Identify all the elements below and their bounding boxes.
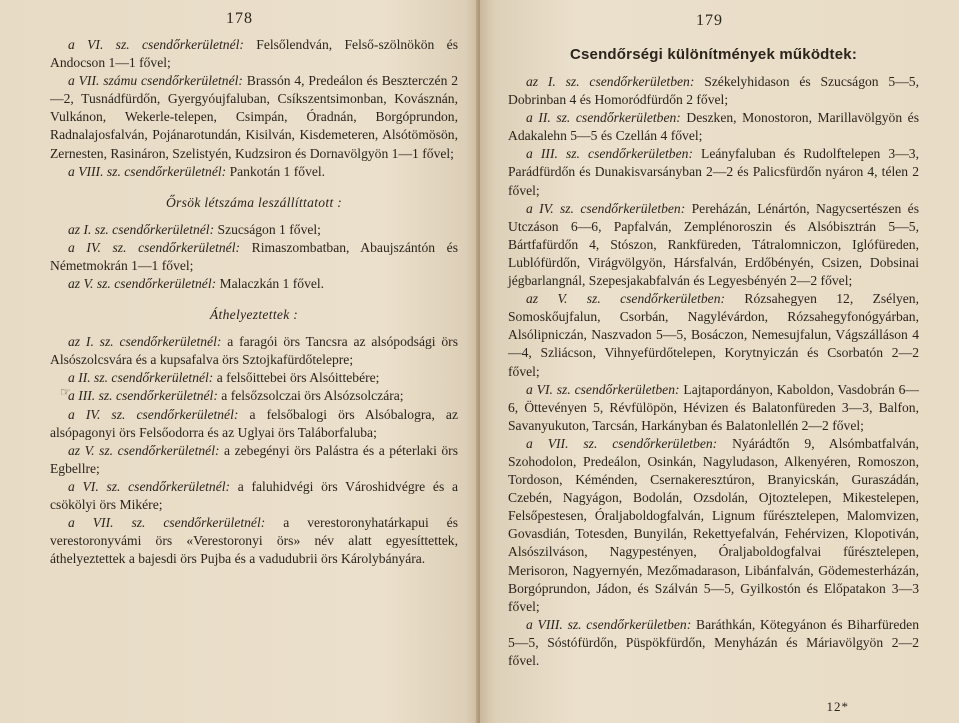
entry-text: Pankotán 1 fővel.	[226, 163, 326, 179]
district-label: az V. sz. csendőrkerületben:	[526, 291, 726, 307]
entry-paragraph	[50, 514, 458, 568]
district-label: a VII. sz. csendőrkerületnél:	[68, 515, 266, 531]
entry-paragraph	[50, 163, 458, 181]
district-label: a VIII. sz. csendőrkerületnél:	[68, 163, 227, 179]
entry-paragraph	[508, 73, 919, 109]
district-label: a VI. sz. csendőrkerületnél:	[68, 478, 231, 494]
district-label: a VII. sz. csendőrkerületben:	[526, 435, 718, 451]
entry-paragraph	[50, 442, 458, 478]
district-label: az I. sz. csendőrkerületnél:	[68, 334, 222, 350]
entry-text: a faragói örs Tancsra az alsópodsági örs Alsószolcsvára és a kupsafalva örs Sztojkafürdőtelepre;	[50, 334, 458, 368]
signature-mark: 12*	[826, 699, 849, 714]
left-block-3	[50, 333, 458, 568]
entry-paragraph	[508, 200, 919, 290]
entry-text: a verestoronyhatárkapui és verestoronyvámi örs «Verestoronyi örs» név alatt egyesíttettek, áthelyeztettek a bajesdi örs Pujba és a vadudubrii örs Károlybányára.	[50, 515, 459, 567]
right-block	[508, 73, 919, 670]
entry-text: Rózsahegyen 12, Zsélyen, Somoskőujfalun, Csorbán, Nagylévárdon, Rózsahegyfonógyárban, Alsólipniczán, Naszvadon 5—5, Bosáczon, Nemesujfalun, Vágszálláson 4—4, Szliácson, Vihnyefürdőtelepen, Korytnyiczán és Csorbatón 2—2 fővel;	[508, 291, 919, 379]
district-label: a IV. sz. csendőrkerületnél:	[68, 406, 239, 422]
entry-text: Székelyhidason és Szucságon 5—5, Dobrinban 4 és Homoródfürdőn 2 fővel;	[508, 74, 919, 108]
entry-paragraph	[508, 381, 919, 435]
entry-paragraph	[508, 435, 919, 616]
entry-text: a felsőittebei örs Alsóittebére;	[213, 370, 380, 386]
entry-paragraph	[50, 72, 458, 162]
entry-paragraph	[50, 406, 458, 442]
entry-text: a faluhidvégi örs Városhidvégre és a csökölyi örs Mikére;	[50, 478, 458, 512]
entry-paragraph	[50, 387, 458, 405]
entry-text: Brassón 4, Predeálon és Beszterczén 2—2, Tusnádfürdőn, Gyergyóujfaluban, Csíkszentsimonban, Kovásznán, Vulkánon, Wekerle-telepen, Csimpán, Óradnán, Borgóprundon, Radnalajosfalván, Pojánarotundán, Kisilván, Kisdemeteren, Alsótömösön, Zernesten, Rasináron, Szelistyén, Kudzsiron és Dornavölgyön 1—1 fővel;	[50, 73, 459, 161]
entry-paragraph	[508, 145, 919, 199]
district-label: az V. sz. csendőrkerületnél:	[68, 276, 217, 292]
entry-paragraph	[50, 333, 458, 369]
district-label: az I. sz. csendőrkerületben:	[526, 74, 695, 89]
entry-text: Deszken, Monostoron, Marillavölgyön és Adakalehn 5—5 és Czellán 4 fővel;	[508, 110, 919, 144]
entry-paragraph	[50, 221, 458, 239]
entry-text: Leányfaluban és Rudolftelepen 3—3, Parádfürdőn és Dunakisvarsányban 2—2 és Palicsfürdőn nyáron 4, télen 2 fővel;	[508, 146, 919, 198]
entry-paragraph	[50, 478, 458, 514]
entry-text: Nyárádtőn 9, Alsómbatfalván, Szohodolon, Predeálon, Osinkán, Nagyludason, Alkenyéren, Romoszon, Tordoson, Kéménden, Csernakeresztúron, Branyicskán, Guraszádán, Czebén, Nagyágon, Bodolán, Ozsdolán, Ojtoztelepen, Mikestelepen, Felsőpestesen, Óraljaboldogfalván, Lignum fűrésztelepen, Malomvizen, Govasdián, Totesden, Bunyilán, Rekettyefalván, Fehérvizen, Klopotiván, Alsószilváson, Nagypestényen, Óraljaboldogfalvai fűrésztelepen, Merisoron, Nagyernyén, Mezőmadarason, Libánfalván, Gödemesterházán, Borgóprundon, Jádon, és Szálván 5—5, Gyilkostón és Előpatakon 3—3 fővel;	[508, 435, 919, 614]
district-label: a VI. sz. csendőrkerületben:	[526, 381, 680, 397]
left-block-1	[50, 36, 458, 181]
right-page	[480, 0, 959, 723]
section-heading: Csendőrségi különítmények működtek:	[569, 46, 858, 63]
entry-paragraph	[508, 290, 919, 380]
entry-text: Rimaszombatban, Abaujszántón és Németmokrán 1—1 fővel;	[50, 239, 458, 273]
district-label: az V. sz. csendőrkerületnél:	[68, 442, 220, 458]
district-label: a III. sz. csendőrkerületben:	[526, 146, 693, 162]
district-label: a III. sz. csendőrkerületnél:	[68, 388, 218, 404]
entry-text: Pereházán, Lénártón, Nagycsertészen és Utczáson 6—6, Papfalván, Zemplénoroszin és Alsóbisztrán 5—5, Bártfafürdőn 4, Stószon, Rankfüreden, Tátralomniczon, Iglófüreden, Lublófürdőn, Virágvölgyön, Hársfalván, Erdőbényén, Csizen, Dobsinai jégbarlangnál, Szepesjakabfalván és Legyesbényén 2—2 fővel;	[508, 200, 919, 289]
district-label: az I. sz. csendőrkerületnél:	[68, 221, 215, 237]
subheading-reduced: Őrsök létszáma leszállíttatott :	[165, 194, 343, 210]
page-number-right: 179	[696, 12, 723, 29]
entry-text: Malaczkán 1 fővel.	[216, 276, 325, 292]
district-label: a IV. sz. csendőrkerületnél:	[68, 239, 241, 255]
district-label: a VII. számu csendőrkerületnél:	[68, 73, 243, 89]
entry-paragraph	[508, 616, 919, 670]
entry-text: a felsőbalogi örs Alsóbalogra, az alsópagonyi örs Felsőodorra és az Uglyai örs Taláborfaluba;	[50, 406, 458, 440]
entry-text: a zebegényi örs Palástra és a péterlaki örs Egbellre;	[50, 442, 458, 476]
district-label: a II. sz. csendőrkerületnél:	[68, 370, 214, 386]
subheading-relocated: Áthelyeztettek :	[209, 307, 299, 323]
page-number-left: 178	[226, 10, 253, 27]
margin-mark: ☞	[60, 385, 71, 399]
entry-text: Baráthkán, Kötegyánon és Biharfüreden 5—5, Sóstófürdőn, Püspökfürdőn, Menyházán és Máriavölgyön 2—2 fővel.	[508, 616, 919, 668]
entry-paragraph	[50, 239, 458, 275]
entry-text: Szucságon 1 fővel;	[214, 221, 321, 237]
district-label: a IV. sz. csendőrkerületben:	[526, 200, 686, 216]
district-label: a VI. sz. csendőrkerületnél:	[68, 37, 244, 52]
entry-text: Felsőlendván, Felső-szölnökön és Andocson 1—1 fővel;	[50, 37, 458, 71]
district-label: a VIII. sz. csendőrkerületben:	[526, 616, 692, 632]
left-block-2	[50, 221, 458, 293]
entry-paragraph	[50, 36, 458, 72]
entry-text: Lajtapordányon, Kaboldon, Vasdobrán 6—6, Öttevényen 5, Révfülöpön, Hévizen és Balatonfüreden 3—3, Balfon, Savanyukuton, Tarcsán, Harkányban és Balatonlellén 2—2 fővel;	[508, 381, 920, 433]
entry-text: a felsőzsolczai örs Alsózsolczára;	[217, 388, 404, 404]
entry-paragraph	[50, 369, 458, 387]
entry-paragraph	[508, 109, 919, 145]
district-label: a II. sz. csendőrkerületben:	[526, 110, 681, 126]
entry-paragraph	[50, 275, 458, 293]
